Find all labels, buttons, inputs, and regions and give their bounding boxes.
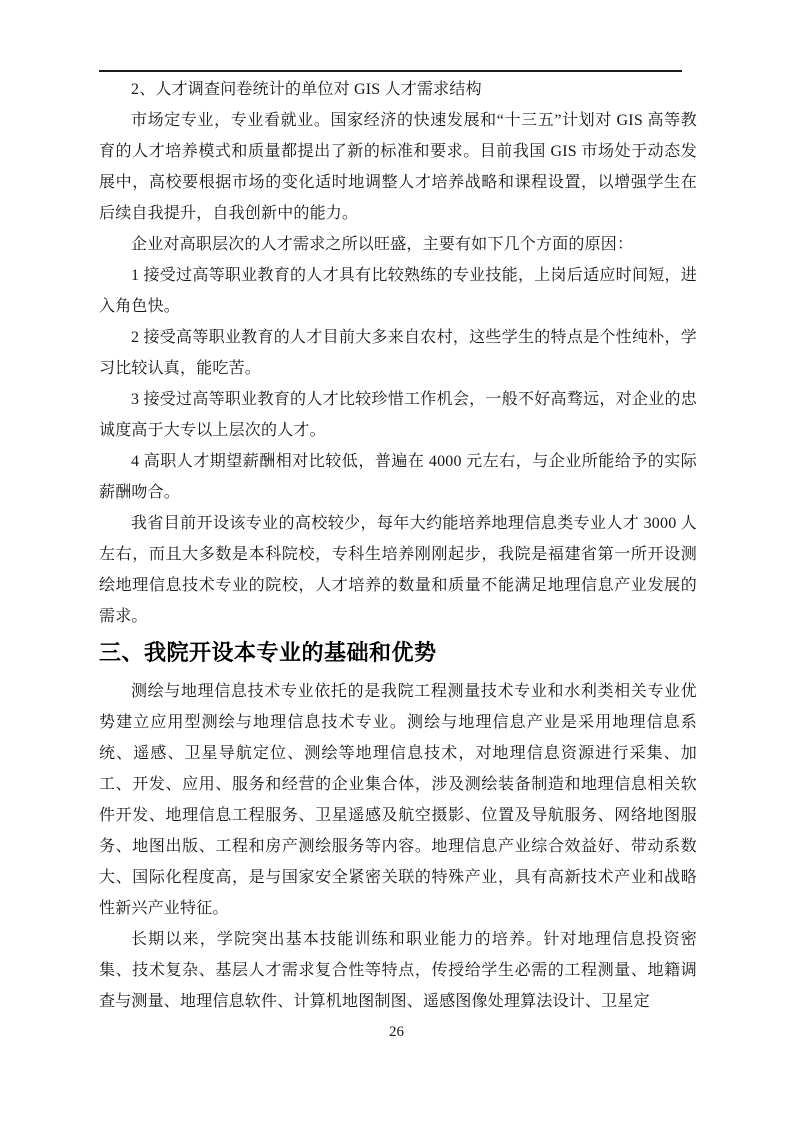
page-content: [99, 74, 697, 1017]
paragraph-demand-intro: 企业对高职层次的人才需求之所以旺盛，主要有如下几个方面的原因：: [131, 236, 634, 253]
page-footer: [0, 1023, 793, 1041]
paragraph-reason-1: 1 接受过高等职业教育的人才具有比较熟练的专业技能，上岗后适应时间短，进入角色快。: [99, 267, 697, 315]
paragraph-college-training: 长期以来，学院突出基本技能训练和职业能力的培养。针对地理信息投资密集、技术复杂、基层人才需求复合性等特点，传授给学生必需的工程测量、地籍调查与测量、地理信息软件、计算机地图制图、遥感图像处理算法设计、卫星定: [99, 931, 697, 1010]
paragraph-reason-4: 4 高职人才期望薪酬相对比较低，普遍在 4000 元左右，与企业所能给予的实际薪酬吻合。: [99, 453, 697, 501]
paragraph-reason-3: 3 接受过高等职业教育的人才比较珍惜工作机会，一般不好高骛远，对企业的忠诚度高于大专以上层次的人才。: [99, 391, 697, 439]
paragraph-province-status: 我省目前开设该专业的高校较少，每年大约能培养地理信息类专业人才 3000 人左右，而且大多数是本科院校，专科生培养刚刚起步，我院是福建省第一所开设测绘地理信息技术专业的院校，人才培养的数量和质量不能满足地理信息产业发展的需求。: [99, 515, 697, 625]
page-number: 26: [389, 1024, 404, 1040]
paragraph-reason-2: 2 接受高等职业教育的人才目前大多来自农村，这些学生的特点是个性纯朴，学习比较认真，能吃苦。: [99, 329, 697, 377]
item-title: 2、人才调查问卷统计的单位对 GIS 人才需求结构: [131, 81, 482, 98]
paragraph-industry-overview: 测绘与地理信息技术专业依托的是我院工程测量技术专业和水利类相关专业优势建立应用型测绘与地理信息技术专业。测绘与地理信息产业是采用地理信息系统、遥感、卫星导航定位、测绘等地理信息技术，对地理信息资源进行采集、加工、开发、应用、服务和经营的企业集合体，涉及测绘装备制造和地理信息相关软件开发、地理信息工程服务、卫星遥感及航空摄影、位置及导航服务、网络地图服务、地图出版、工程和房产测绘服务等内容。地理信息产业综合效益好、带动系数大、国际化程度高，是与国家安全紧密关联的特殊产业，具有高新技术产业和战略性新兴产业特征。: [99, 683, 697, 917]
page-header-rule: [99, 70, 682, 72]
paragraph-market: 市场定专业，专业看就业。国家经济的快速发展和“十三五”计划对 GIS 高等教育的人才培养模式和质量都提出了新的标准和要求。目前我国 GIS 市场处于动态发展中，高校要根据市场的变化适时地调整人才培养战略和课程设置，以增强学生在后续自我提升，自我创新中的能力。: [99, 112, 697, 222]
section-heading: 三、我院开设本专业的基础和优势: [99, 640, 437, 665]
